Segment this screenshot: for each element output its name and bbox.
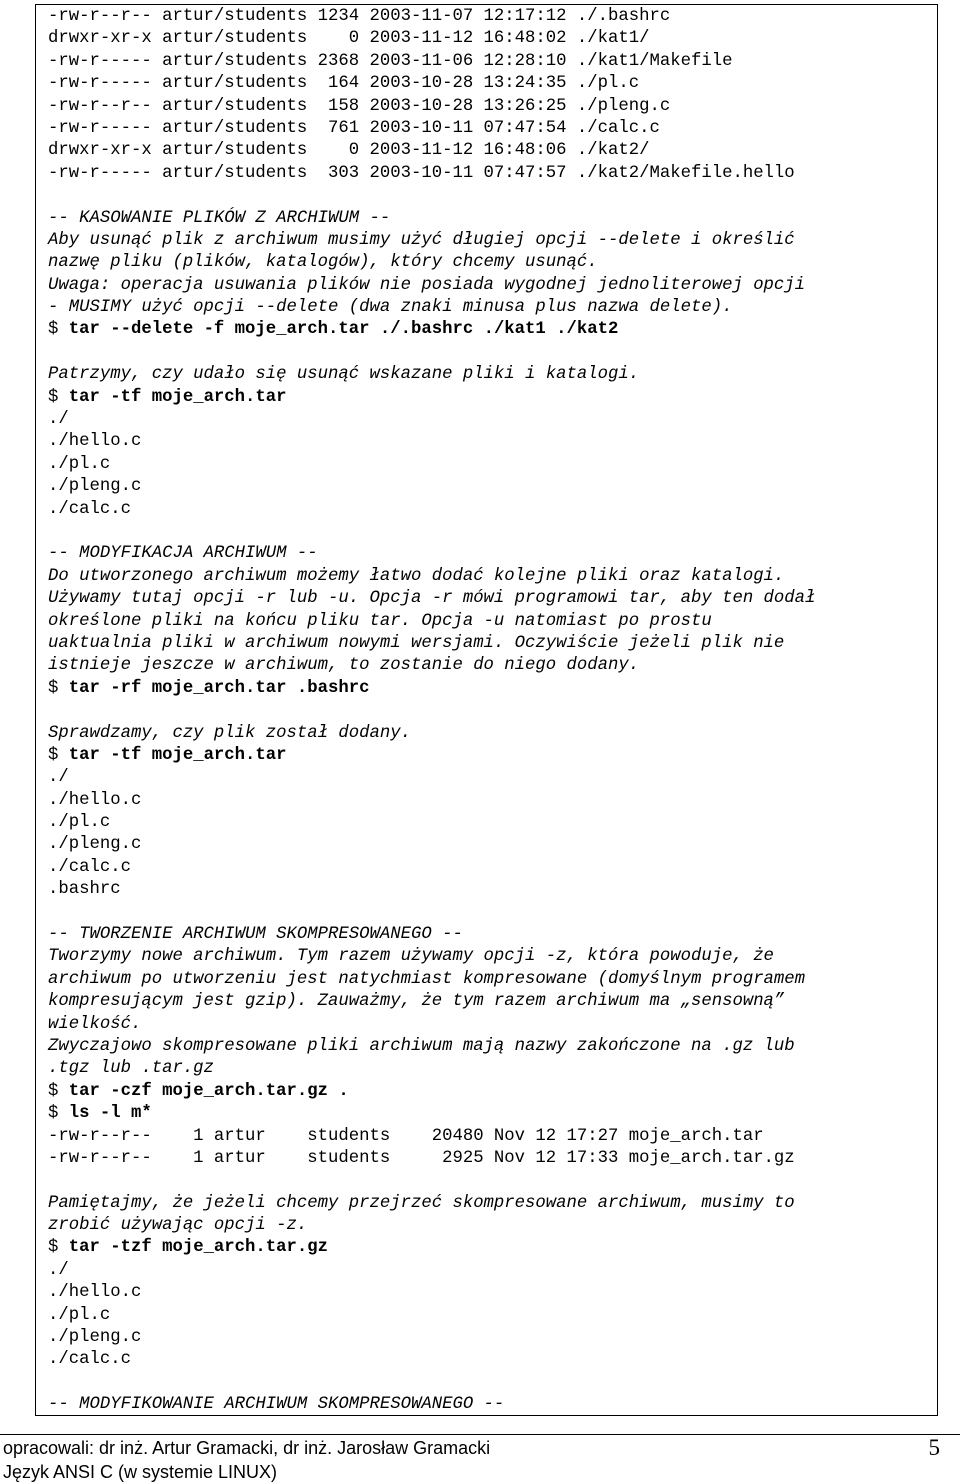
listing-line [48, 342, 933, 364]
command-text: tar -tf moje_arch.tar [68, 387, 287, 407]
listing-line [48, 73, 933, 95]
listing-line [48, 230, 933, 252]
line-text: -rw-r--r-- 1 artur students 2925 Nov 12 17:33 moje_arch.tar.gz [48, 1148, 795, 1168]
listing-line [48, 431, 933, 453]
line-text: -rw-r----- artur/students 2368 2003-11-06 12:28:10 ./kat1/Makefile [48, 51, 733, 71]
listing-line [48, 767, 933, 789]
listing-line [48, 790, 933, 812]
line-text: ./calc.c [48, 1350, 131, 1370]
listing-line [48, 1148, 933, 1170]
listing-line [48, 633, 933, 655]
listing-line [48, 319, 933, 341]
line-text: Pamiętajmy, że jeżeli chcemy przejrzeć skompresowane archiwum, musimy to [48, 1193, 795, 1213]
listing-line [48, 387, 933, 409]
listing-line [48, 655, 933, 677]
listing-line [48, 51, 933, 73]
line-text: $ [48, 387, 69, 407]
listing-line [48, 1014, 933, 1036]
line-text: istnieje jeszcze w archiwum, to zostanie do niego dodany. [48, 656, 640, 676]
line-text: drwxr-xr-x artur/students 0 2003-11-12 16:48:02 ./kat1/ [48, 29, 650, 49]
line-text: $ [48, 678, 69, 698]
listing-line [48, 163, 933, 185]
line-text: ./pleng.c [48, 835, 142, 855]
listing-line [48, 834, 933, 856]
line-text: -rw-r--r-- artur/students 158 2003-10-28 13:26:25 ./pleng.c [48, 96, 671, 116]
listing-line [48, 409, 933, 431]
line-text: .tgz lub .tar.gz [48, 1059, 214, 1079]
line-text: wielkość. [48, 1014, 142, 1034]
listing-line [48, 857, 933, 879]
listing-line [48, 476, 933, 498]
line-text: -rw-r----- artur/students 761 2003-10-11 07:47:54 ./calc.c [48, 118, 660, 138]
listing-line [48, 1260, 933, 1282]
listing-line [48, 991, 933, 1013]
line-text: kompresującym jest gzip). Zauważmy, że tym razem archiwum ma „sensowną” [48, 992, 785, 1012]
listing-line [48, 812, 933, 834]
line-text: $ [48, 1238, 69, 1258]
line-text: określone pliki na końcu pliku tar. Opcja -u natomiast po prostu [48, 611, 712, 631]
listing-line [48, 611, 933, 633]
line-text: ./hello.c [48, 1283, 142, 1303]
line-text: ./hello.c [48, 790, 142, 810]
line-text: ./ [48, 410, 69, 430]
listing-line [48, 1126, 933, 1148]
line-text: -rw-r----- artur/students 164 2003-10-28 13:24:35 ./pl.c [48, 74, 640, 94]
line-text: -rw-r----- artur/students 303 2003-10-11 07:47:57 ./kat2/Makefile.hello [48, 163, 795, 183]
listing-line [48, 902, 933, 924]
listing-line [48, 28, 933, 50]
listing-line [48, 252, 933, 274]
listing-line [48, 924, 933, 946]
footer-rule [0, 1434, 960, 1435]
listing-line [48, 96, 933, 118]
listing-line [48, 1349, 933, 1371]
page-number: 5 [928, 1435, 940, 1460]
line-text: $ [48, 745, 69, 765]
listing-line [48, 275, 933, 297]
terminal-listing [48, 6, 933, 1417]
line-text: nazwę pliku (plików, katalogów), który chcemy usunąć. [48, 253, 598, 273]
line-text: Używamy tutaj opcji -r lub -u. Opcja -r mówi programowi tar, aby ten dodał [48, 589, 816, 609]
line-text: -- KASOWANIE PLIKÓW Z ARCHIWUM -- [48, 208, 391, 228]
listing-line [48, 969, 933, 991]
line-text: Zwyczajowo skompresowane pliki archiwum mają nazwy zakończone na .gz lub [48, 1036, 795, 1056]
listing-line [48, 297, 933, 319]
listing-line [48, 745, 933, 767]
line-text: Tworzymy nowe archiwum. Tym razem używamy opcji -z, która powoduje, że [48, 947, 774, 967]
line-text: ./ [48, 768, 69, 788]
line-text: ./ [48, 1260, 69, 1280]
line-text: -rw-r--r-- 1 artur students 20480 Nov 12 17:27 moje_arch.tar [48, 1126, 764, 1146]
listing-line [48, 543, 933, 565]
listing-line [48, 1394, 933, 1416]
line-text: ./pl.c [48, 813, 111, 833]
listing-line [48, 1327, 933, 1349]
line-text: ./pleng.c [48, 477, 142, 497]
listing-line [48, 1058, 933, 1080]
listing-line [48, 1282, 933, 1304]
listing-line [48, 1036, 933, 1058]
line-text: archiwum po utworzeniu jest natychmiast kompresowane (domyślnym programem [48, 969, 806, 989]
line-text: -- MODYFIKOWANIE ARCHIWUM SKOMPRESOWANEGO -- [48, 1395, 505, 1415]
command-text: tar -tf moje_arch.tar [68, 745, 287, 765]
listing-line [48, 1170, 933, 1192]
footer-authors: opracowali: dr inż. Artur Gramacki, dr inż. Jarosław Gramacki [3, 1438, 491, 1458]
line-text: -- MODYFIKACJA ARCHIWUM -- [48, 544, 318, 564]
line-text: ./calc.c [48, 499, 131, 519]
line-text: Aby usunąć plik z archiwum musimy użyć długiej opcji --delete i określić [48, 230, 795, 250]
line-text: -- TWORZENIE ARCHIWUM SKOMPRESOWANEGO -- [48, 925, 463, 945]
line-text: $ [48, 320, 69, 340]
command-text: tar --delete -f moje_arch.tar ./.bashrc ./kat1 ./kat2 [68, 320, 619, 340]
line-text: zrobić używając opcji -z. [48, 1216, 308, 1236]
line-text: -rw-r--r-- artur/students 1234 2003-11-07 12:17:12 ./.bashrc [48, 7, 671, 26]
line-text: - MUSIMY użyć opcji --delete (dwa znaki minusa plus nazwa delete). [48, 298, 733, 318]
command-text: tar -tzf moje_arch.tar.gz [68, 1238, 329, 1258]
listing-line [48, 6, 933, 28]
line-text: Sprawdzamy, czy plik został dodany. [48, 723, 411, 743]
listing-line [48, 140, 933, 162]
command-text: tar -rf moje_arch.tar .bashrc [68, 678, 370, 698]
line-text: ./pl.c [48, 1305, 111, 1325]
listing-line [48, 700, 933, 722]
line-text: drwxr-xr-x artur/students 0 2003-11-12 16:48:06 ./kat2/ [48, 141, 650, 161]
line-text: uaktualnia pliki w archiwum nowymi wersjami. Oczywiście jeżeli plik nie [48, 633, 785, 653]
line-text: ./pleng.c [48, 1328, 142, 1348]
line-text: Patrzymy, czy udało się usunąć wskazane pliki i katalogi. [48, 365, 640, 385]
listing-line [48, 946, 933, 968]
listing-line [48, 185, 933, 207]
line-text: ./hello.c [48, 432, 142, 452]
listing-line [48, 588, 933, 610]
listing-line [48, 1103, 933, 1125]
command-text: tar -czf moje_arch.tar.gz . [68, 1081, 349, 1101]
listing-line [48, 364, 933, 386]
listing-line [48, 1081, 933, 1103]
line-text: $ [48, 1081, 69, 1101]
listing-line [48, 208, 933, 230]
listing-line [48, 1305, 933, 1327]
listing-line [48, 499, 933, 521]
line-text: $ [48, 1104, 69, 1124]
listing-line [48, 723, 933, 745]
listing-line [48, 521, 933, 543]
listing-line [48, 1193, 933, 1215]
line-text: ./calc.c [48, 857, 131, 877]
footer-subject: Język ANSI C (w systemie LINUX) [3, 1462, 278, 1482]
line-text: Do utworzonego archiwum możemy łatwo dodać kolejne pliki oraz katalogi. [48, 566, 785, 586]
listing-line [48, 566, 933, 588]
listing-line [48, 454, 933, 476]
line-text: .bashrc [48, 880, 121, 900]
command-text: ls -l m* [68, 1104, 152, 1124]
listing-line [48, 879, 933, 901]
listing-line [48, 678, 933, 700]
listing-line [48, 118, 933, 140]
line-text: ./pl.c [48, 454, 111, 474]
listing-line [48, 1237, 933, 1259]
listing-line [48, 1215, 933, 1237]
line-text: Uwaga: operacja usuwania plików nie posiada wygodnej jednoliterowej opcji [48, 275, 806, 295]
listing-line [48, 1372, 933, 1394]
